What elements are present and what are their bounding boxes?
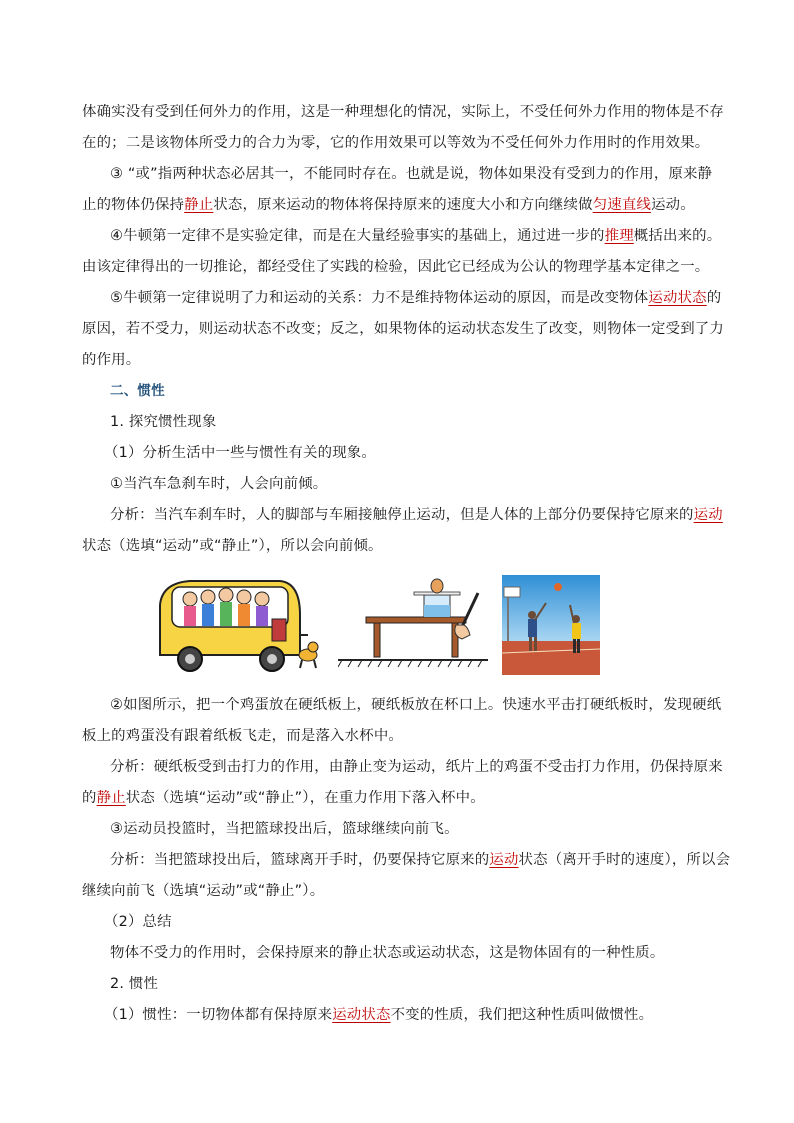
answer-static-2: 静止 (96, 790, 126, 806)
sub1-item2: （2）总结 (104, 914, 172, 930)
example2-analysis-line1: 分析：硬纸板受到击打力的作用，由静止变为运动，纸片上的鸡蛋不受击打力作用，仍保持原来 (110, 759, 723, 775)
text: ⑤牛顿第一定律说明了力和运动的关系：力不是维持物体运动的原因，而是改变物体 (110, 290, 649, 306)
text: 不变的性质，我们把这种性质叫做惯性。 (390, 1007, 654, 1023)
para4-line2: 由该定律得出的一切推论，都经受住了实践的检验，因此它已经成为公认的物理学基本定律之一。 (82, 259, 710, 275)
para5-line2: 原因，若不受力，则运动状态不改变；反之，如果物体的运动状态发生了改变，则物体一定受到了力 (82, 321, 724, 337)
example1-analysis-line1 (110, 505, 723, 525)
example3-analysis-line2: 继续向前飞（选填“运动”或“静止”）。 (82, 883, 325, 899)
text: ④牛顿第一定律不是实验定律，而是在大量经验事实的基础上，通过进一步的 (110, 228, 605, 244)
example3-question: ③运动员投篮时，当把篮球投出后，篮球继续向前飞。 (110, 821, 459, 837)
example2-analysis-line2 (82, 788, 712, 808)
para3-line1: ③ “或”指两种状态必居其一，不能同时存在。也就是说，物体如果没有受到力的作用，原来静 (110, 166, 713, 182)
answer-motion-state: 运动状态 (648, 290, 707, 306)
text: 运动。 (651, 197, 695, 213)
answer-motion-2: 运动 (489, 852, 519, 868)
example1-question: ①当汽车急刹车时，人会向前倾。 (110, 476, 328, 492)
text: （1）惯性：一切物体都有保持原来 (104, 1007, 333, 1023)
text: 的 (706, 290, 722, 306)
text: 状态（选填“运动”或“静止”），在重力作用下落入杯中。 (125, 790, 485, 806)
example2-question-line1: ②如图所示，把一个鸡蛋放在硬纸板上，硬纸板放在杯口上。快速水平击打硬纸板时，发现硬纸 (110, 697, 722, 713)
bus-braking-illustration (150, 575, 320, 675)
text: 状态（离开手时的速度），所以会 (518, 852, 731, 868)
text: 概括出来的。 (633, 228, 722, 244)
example1-analysis-line2: 状态（选填“运动”或“静止”），所以会向前倾。 (82, 538, 383, 554)
illustration-row (150, 575, 610, 675)
text: 分析：当把篮球投出后，篮球离开手时，仍要保持它原来的 (110, 852, 490, 868)
answer-reasoning: 推理 (604, 228, 634, 244)
text: 分析：当汽车刹车时，人的脚部与车厢接触停止运动，但是人体的上部分仍要保持它原来的 (110, 507, 694, 523)
answer-motion-state-2: 运动状态 (332, 1007, 391, 1023)
para1-line2: 在的；二是该物体所受力的合力为零，它的作用效果可以等效为不受任何外力作用时的作用效果。 (82, 135, 710, 151)
sub1-item1: （1）分析生活中一些与惯性有关的现象。 (104, 445, 376, 461)
egg-cup-illustration (338, 575, 488, 675)
para4-line1 (110, 226, 722, 246)
subsection-title-inertia: 2. 惯性 (110, 976, 159, 992)
text: 止的物体仍保持 (82, 197, 185, 213)
summary-text: 物体不受力的作用时，会保持原来的静止状态或运动状态，这是物体固有的一种性质。 (110, 945, 665, 961)
section-title-inertia: 二、惯性 (110, 383, 165, 399)
inertia-definition (104, 1005, 712, 1025)
para1-line1: 体确实没有受到任何外力的作用，这是一种理想化的情况，实际上，不受任何外力作用的物体是不存 (82, 104, 724, 120)
para5-line1 (110, 288, 722, 308)
example2-question-line2: 板上的鸡蛋没有跟着纸板飞走，而是落入水杯中。 (82, 728, 403, 744)
answer-static: 静止 (184, 197, 214, 213)
answer-motion: 运动 (693, 507, 723, 523)
example3-analysis-line1 (110, 850, 731, 870)
text: 状态，原来运动的物体将保持原来的速度大小和方向继续做 (213, 197, 593, 213)
basketball-photo (502, 575, 600, 675)
para5-line3: 的作用。 (82, 352, 141, 368)
text: 的 (82, 790, 97, 806)
answer-uniform-linear: 匀速直线 (592, 197, 652, 213)
para3-line2 (82, 195, 712, 215)
subsection-title-explore: 1. 探究惯性现象 (110, 414, 217, 430)
